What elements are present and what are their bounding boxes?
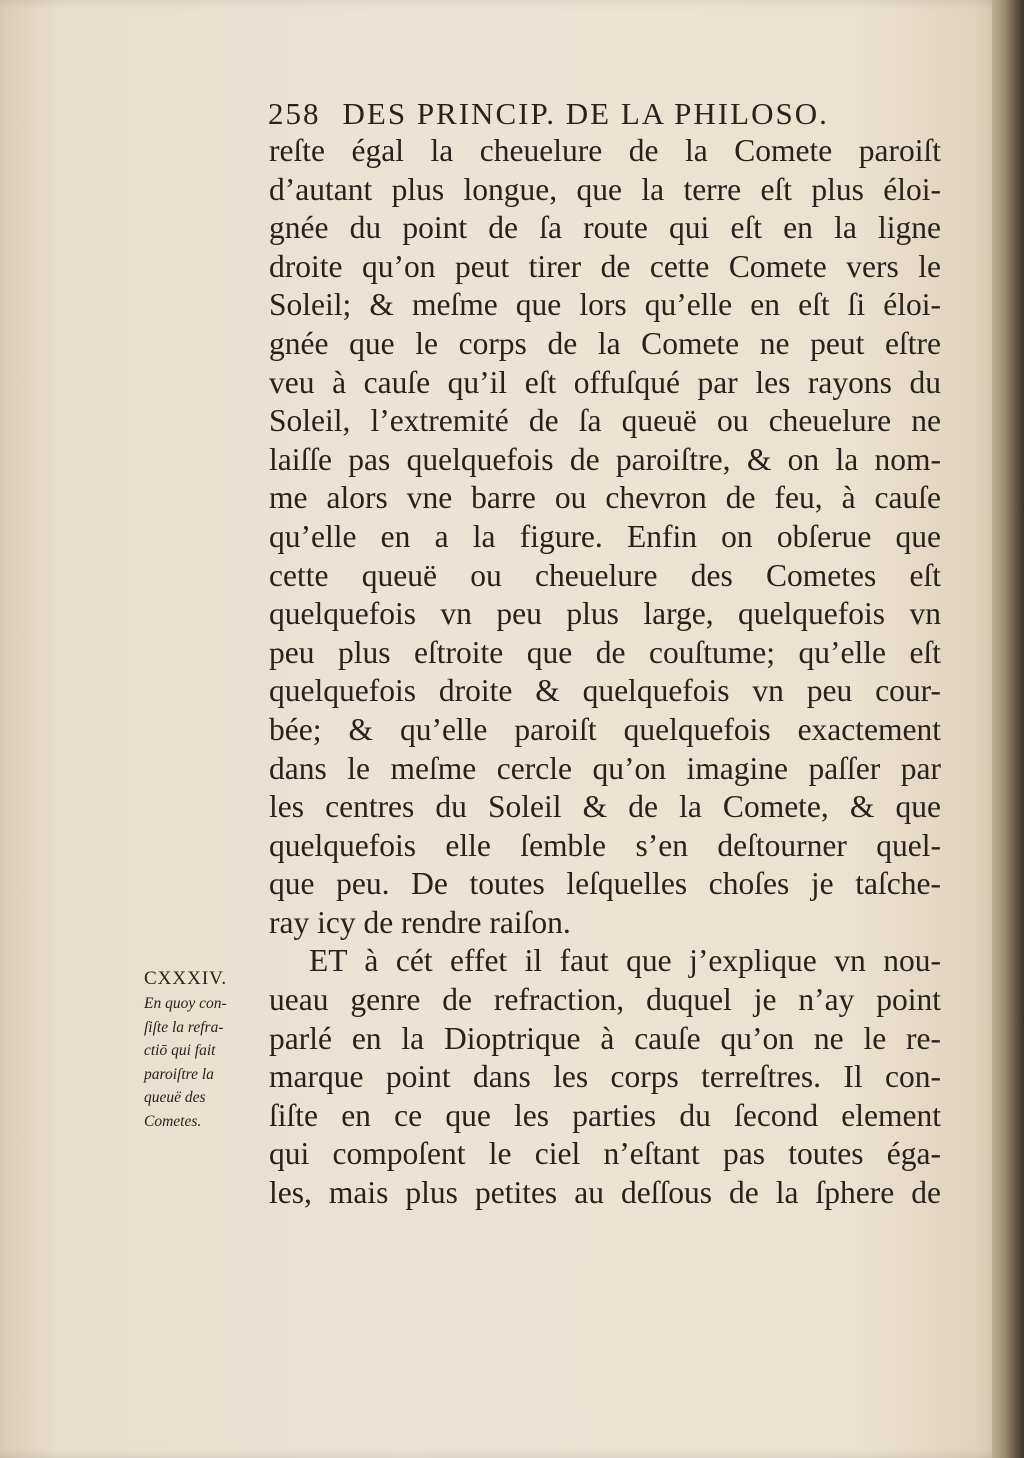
text-line: quelquefois droite & quelquefois vn peu cour-	[269, 673, 941, 709]
text-line: droite qu’on peut tirer de cette Comete vers le	[269, 248, 941, 284]
text-line: reſte égal la cheuelure de la Comete paroiſt	[269, 133, 941, 168]
running-title: DES PRINCIP. DE LA PHILOSO.	[342, 96, 829, 131]
text-line: les centres du Soleil & de la Comete, & que	[269, 789, 941, 825]
text-line: parlé en la Dioptrique à cauſe qu’on ne le re-	[269, 1020, 941, 1056]
text-line: ET à cét effet il faut que j’explique vn nou-	[309, 943, 941, 979]
text-line: bée; & qu’elle paroiſt quelquefois exactement	[269, 711, 941, 747]
text-line: cette queuë ou cheuelure des Cometes eſt	[269, 557, 941, 593]
text-line: Soleil; & meſme que lors qu’elle en eſt ſi éloi-	[269, 287, 941, 323]
text-line: me alors vne barre ou chevron de feu, à cauſe	[269, 480, 941, 516]
text-line: dans le meſme cercle qu’on imagine paſſer par	[269, 750, 941, 786]
gloss-line: ctiō qui fait	[144, 1042, 216, 1059]
gloss-line: queuë des	[144, 1089, 206, 1106]
text-line: que peu. De toutes leſquelles choſes je taſche-	[269, 866, 941, 902]
text-line: les, mais plus petites au deſſous de la ſphere de	[269, 1175, 941, 1211]
body-text	[269, 132, 941, 1213]
text-line: peu plus eſtroite que de couſtume; qu’elle eſt	[269, 634, 941, 670]
gloss-line: En quoy con-	[144, 995, 227, 1012]
marginal-gloss	[144, 992, 262, 1133]
article-number: CXXXIV.	[144, 968, 228, 989]
text-line: ueau genre de refraction, duquel je n’ay point	[269, 982, 941, 1018]
text-line: Soleil, l’extremité de ſa queuë ou cheuelure ne	[269, 403, 941, 439]
text-line: marque point dans les corps terreſtres. Il con-	[269, 1059, 941, 1095]
text-line: ray icy de rendre raiſon.	[269, 904, 571, 940]
text-line: gnée que le corps de la Comete ne peut eſtre	[269, 325, 941, 361]
gloss-line: paroiſtre la	[144, 1065, 214, 1083]
page-number: 258	[268, 96, 321, 131]
text-line: d’autant plus longue, que la terre eſt plus éloi-	[269, 171, 941, 207]
margin-note	[144, 968, 262, 1133]
text-line: veu à cauſe qu’il eſt offuſqué par les rayons du	[269, 364, 941, 400]
gloss-line: ſiſte la refra-	[144, 1018, 224, 1036]
text-line: laiſſe pas quelquefois de paroiſtre, & on la nom-	[269, 441, 941, 477]
text-line: ſiſte en ce que les parties du ſecond element	[269, 1097, 941, 1133]
text-line: gnée du point de ſa route qui eſt en la ligne	[269, 210, 941, 246]
text-line: qui compoſent le ciel n’eſtant pas toutes éga-	[269, 1136, 941, 1172]
gloss-line: Cometes.	[144, 1112, 202, 1130]
text-line: quelquefois elle ſemble s’en deſtourner quel-	[269, 827, 941, 863]
text-line: quelquefois vn peu plus large, quelquefois vn	[269, 596, 941, 632]
page-edge	[992, 0, 1024, 1458]
text-line: qu’elle en a la figure. Enfin on obſerue que	[269, 518, 941, 554]
